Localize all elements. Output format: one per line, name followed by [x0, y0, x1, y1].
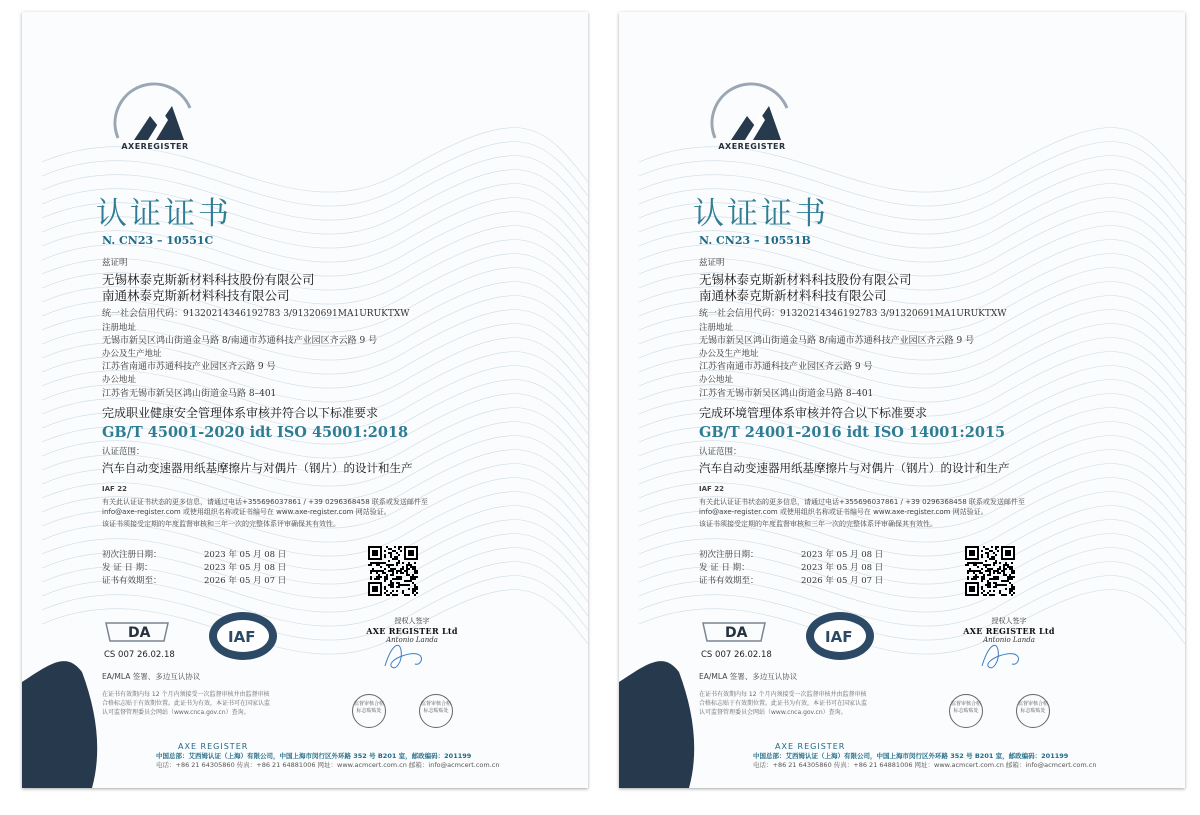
iaf-logo: [803, 608, 877, 664]
company-name-1: 无锡林泰克斯新材料科技股份有限公司: [699, 272, 912, 287]
verify-line-1: 有关此认证证书状态的更多信息，请通过电话+355696037861 / +39 0296368458 联系或发送邮件至: [102, 498, 428, 506]
validity-text: 该证书须接受定期的年度监督审核和三年一次的完整体系评审确保其有效性。: [699, 520, 937, 528]
verify-line-2: info@axe-register.com 或使用组织名称或证书编号在 www.axe-register.com 网站验证。: [102, 508, 391, 516]
first-issue-date: 2023 年 05 月 08 日: [801, 550, 884, 560]
certificate-title: 认证证书: [96, 196, 232, 232]
company-name-1: 无锡林泰克斯新材料科技股份有限公司: [102, 272, 315, 287]
first-issue-date: 2023 年 05 月 08 日: [204, 550, 287, 560]
footer-hq: 中国总部：艾西姆认证（上海）有限公司，中国上海市闵行区外环路 352 号 B201 室，邮政编码：201199: [156, 752, 472, 760]
certificate-number: N. CN23 – 10551C: [102, 234, 214, 247]
hereby-label: 兹证明: [102, 258, 128, 268]
first-issue-label: 初次注册日期：: [102, 550, 162, 560]
office2-address: 江苏省无锡市新吴区鸿山街道金马路 8–401: [102, 389, 277, 399]
qr-code-icon[interactable]: [368, 546, 418, 596]
verify-line-2: info@axe-register.com 或使用组织名称或证书编号在 www.axe-register.com 网站验证。: [699, 508, 988, 516]
qr-code-icon[interactable]: [965, 546, 1015, 596]
requirement-text: 完成环境管理体系审核并符合以下标准要求: [699, 406, 928, 420]
office-address: 江苏省南通市苏通科技产业园区齐云路 9 号: [699, 362, 873, 372]
surveillance-note: 在证书有效期内每 12 个月内须接受一次监督审核并由监督审核合格标志贴于有效期位置。此证书为有效，本证书可在国家认监认可监督管理委员会网站（www.cnca.gov.cn）查询。: [699, 691, 868, 716]
auth-name: Antonio Landa: [983, 636, 1035, 644]
axe-register-logo: [98, 78, 208, 170]
footer-contact: 电话：+86 21 64305860 传真：+86 21 64881006 网址：www.acmcert.com.cn 邮箱：info@acmcert.com.cn: [753, 761, 1097, 769]
iaf-code: IAF 22: [699, 485, 724, 493]
office2-address-label: 办公地址: [102, 375, 137, 385]
footer-hq: 中国总部：艾西姆认证（上海）有限公司，中国上海市闵行区外环路 352 号 B201 室，邮政编码：201199: [753, 752, 1069, 760]
scope-label: 认证范围：: [102, 447, 145, 457]
footer-brand: AXE REGISTER: [775, 742, 846, 751]
surveillance-stamp-1: 监督审核合格标志贴贴处: [949, 694, 983, 728]
issue-label: 发 证 日 期：: [102, 563, 153, 573]
requirement-text: 完成职业健康安全管理体系审核并符合以下标准要求: [102, 406, 379, 420]
accreditation-number: CS 007 26.02.18: [104, 650, 175, 660]
expiry-label: 证书有效期至：: [102, 576, 162, 586]
auth-sign-label: 授权人签字: [991, 617, 1027, 625]
accreditation-logo: [699, 617, 769, 647]
auth-company: AXE REGISTER Ltd: [963, 626, 1055, 636]
auth-sign-label: 授权人签字: [394, 617, 430, 625]
footer-brand: AXE REGISTER: [178, 742, 249, 751]
svg-text:DA: DA: [725, 625, 748, 641]
svg-text:IAF: IAF: [228, 628, 256, 646]
certificate-title: 认证证书: [693, 196, 829, 232]
office2-address: 江苏省无锡市新吴区鸿山街道金马路 8–401: [699, 389, 874, 399]
axe-register-logo: [695, 78, 805, 170]
svg-text:IAF: IAF: [825, 628, 853, 646]
surveillance-note: 在证书有效期内每 12 个月内须接受一次监督审核并由监督审核合格标志贴于有效期位置。此证书为有效，本证书可在国家认监认可监督管理委员会网站（www.cnca.gov.cn）查询。: [102, 691, 271, 716]
office-address: 江苏省南通市苏通科技产业园区齐云路 9 号: [102, 362, 276, 372]
standard-text: GB/T 45001-2020 idt ISO 45001:2018: [102, 424, 409, 441]
office-address-label: 办公及生产地址: [102, 349, 162, 359]
auth-name: Antonio Landa: [386, 636, 438, 644]
reg-address-label: 注册地址: [102, 323, 137, 333]
issue-label: 发 证 日 期：: [699, 563, 750, 573]
office2-address-label: 办公地址: [699, 375, 734, 385]
office-address-label: 办公及生产地址: [699, 349, 759, 359]
credit-code: 统一社会信用代码：91320214346192783 3/91320691MA1URUKTXW: [699, 309, 1007, 319]
scope-text: 汽车自动变速器用纸基摩擦片与对偶片（钢片）的设计和生产: [699, 461, 1010, 475]
reg-address: 无锡市新吴区鸿山街道金马路 8/南通市苏通科技产业园区齐云路 9 号: [102, 336, 378, 346]
validity-text: 该证书须接受定期的年度监督审核和三年一次的完整体系评审确保其有效性。: [102, 520, 340, 528]
ea-mla-text: EA/MLA 签署、多边互认协议: [102, 672, 201, 681]
accreditation-logo: [102, 617, 172, 647]
company-name-2: 南通林泰克斯新材料科技有限公司: [699, 288, 887, 303]
footer-contact: 电话：+86 21 64305860 传真：+86 21 64881006 网址：www.acmcert.com.cn 邮箱：info@acmcert.com.cn: [156, 761, 500, 769]
ea-mla-text: EA/MLA 签署、多边互认协议: [699, 672, 798, 681]
logo-text: AXEREGISTER: [718, 142, 786, 151]
surveillance-stamp-2: 监督审核合格标志贴贴处: [1016, 694, 1050, 728]
expiry-date: 2026 年 05 月 07 日: [801, 576, 884, 586]
expiry-label: 证书有效期至：: [699, 576, 759, 586]
iaf-logo: [206, 608, 280, 664]
hereby-label: 兹证明: [699, 258, 725, 268]
signature-scribble: [377, 636, 437, 676]
company-name-2: 南通林泰克斯新材料科技有限公司: [102, 288, 290, 303]
credit-code: 统一社会信用代码：91320214346192783 3/91320691MA1URUKTXW: [102, 309, 410, 319]
logo-text: AXEREGISTER: [121, 142, 189, 151]
scope-text: 汽车自动变速器用纸基摩擦片与对偶片（钢片）的设计和生产: [102, 461, 413, 475]
signature-scribble: [974, 636, 1034, 676]
surveillance-stamp-2: 监督审核合格标志贴贴处: [419, 694, 453, 728]
scope-label: 认证范围：: [699, 447, 742, 457]
certificate-right: [619, 12, 1185, 788]
first-issue-label: 初次注册日期：: [699, 550, 759, 560]
verify-line-1: 有关此认证证书状态的更多信息，请通过电话+355696037861 / +39 0296368458 联系或发送邮件至: [699, 498, 1025, 506]
svg-text:DA: DA: [128, 625, 151, 641]
standard-text: GB/T 24001-2016 idt ISO 14001:2015: [699, 424, 1006, 441]
reg-address-label: 注册地址: [699, 323, 734, 333]
certificate-left: [22, 12, 588, 788]
footer: [156, 742, 500, 769]
accreditation-number: CS 007 26.02.18: [701, 650, 772, 660]
issue-date: 2023 年 05 月 08 日: [204, 563, 287, 573]
reg-address: 无锡市新吴区鸿山街道金马路 8/南通市苏通科技产业园区齐云路 9 号: [699, 336, 975, 346]
auth-company: AXE REGISTER Ltd: [366, 626, 458, 636]
footer: [753, 742, 1097, 769]
certificate-number: N. CN23 – 10551B: [699, 234, 811, 247]
surveillance-stamp-1: 监督审核合格标志贴贴处: [352, 694, 386, 728]
iaf-code: IAF 22: [102, 485, 127, 493]
expiry-date: 2026 年 05 月 07 日: [204, 576, 287, 586]
issue-date: 2023 年 05 月 08 日: [801, 563, 884, 573]
